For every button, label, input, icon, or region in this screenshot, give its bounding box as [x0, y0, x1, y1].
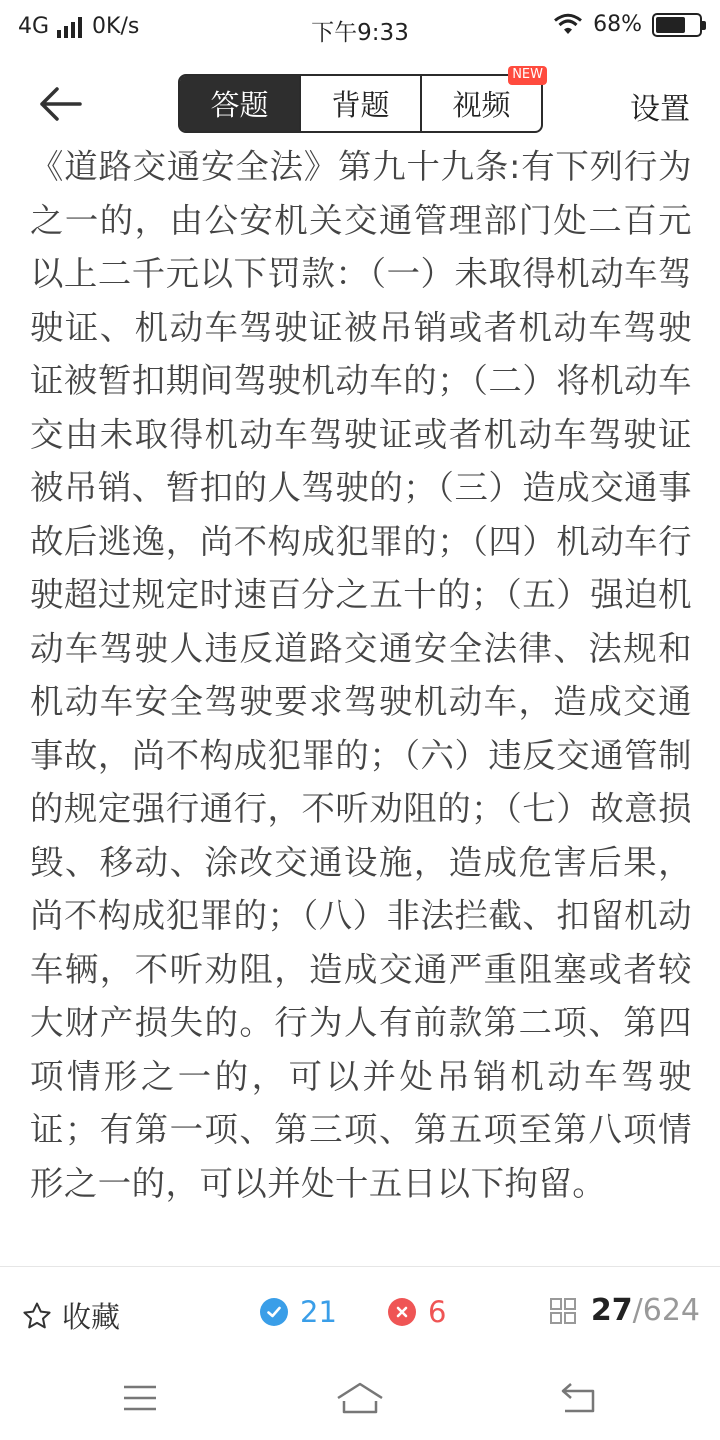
bottom-toolbar: [0, 1266, 720, 1356]
settings-button[interactable]: 设置: [630, 92, 690, 127]
status-bar: [0, 0, 720, 58]
back-arrow-icon: [38, 86, 82, 122]
tab-memorize[interactable]: [299, 76, 420, 131]
check-circle-icon: [260, 1298, 288, 1326]
correct-count-value: 21: [300, 1295, 337, 1329]
status-right: [553, 12, 702, 37]
menu-icon: [123, 1384, 157, 1412]
wifi-icon: [553, 13, 583, 37]
mode-tabs: [178, 67, 543, 133]
progress-current: 27: [590, 1293, 633, 1328]
favorite-label: 收藏: [62, 1300, 121, 1334]
tab-answer[interactable]: [180, 76, 299, 131]
new-badge: NEW: [508, 66, 547, 85]
correct-count[interactable]: [260, 1295, 337, 1329]
battery-icon: [652, 13, 702, 37]
return-button[interactable]: [548, 1378, 608, 1418]
tab-video[interactable]: [420, 67, 543, 131]
clock: 下午9:33: [311, 20, 409, 46]
battery-fill: [656, 17, 685, 33]
tab-video-label: 视频: [452, 88, 511, 122]
network-type: 4G: [18, 14, 50, 39]
network-speed: 0K/s: [92, 14, 140, 39]
menu-button[interactable]: [110, 1378, 170, 1418]
tab-answer-label: 答题: [210, 88, 269, 122]
star-icon: [22, 1301, 52, 1331]
favorite-button[interactable]: [22, 1295, 120, 1336]
wrong-count[interactable]: [388, 1295, 446, 1329]
explanation-text: 《道路交通安全法》第九十九条:有下列行为之一的，由公安机关交通管理部门处二百元以上二千元以下罚款：（一）未取得机动车驾驶证、机动车驾驶证被吊销或者机动车驾驶证被暂扣期间驾驶机动车的；（二）将机动车交由未取得机动车驾驶证或者机动车驾驶证被吊销、暂扣的人驾驶的；（三）造成交通事故后逃逸，尚不构成犯罪的；（四）机动车行驶超过规定时速百分之五十的；（五）强迫机动车驾驶人违反道路交通安全法律、法规和机动车安全驾驶要求驾驶机动车，造成交通事故，尚不构成犯罪的；（六）违反交通管制的规定强行通行，不听劝阻的；（七）故意损毁、移动、涂改交通设施，造成危害后果，尚不构成犯罪的；（八）非法拦截、扣留机动车辆，不听劝阻，造成交通严重阻塞或者较大财产损失的。行为人有前款第二项、第四项情形之一的，可以并处吊销机动车驾驶证；有第一项、第三项、第五项至第八项情形之一的，可以并处十五日以下拘留。: [30, 147, 692, 1203]
home-icon: [336, 1381, 384, 1415]
explanation-panel[interactable]: [30, 140, 692, 1264]
question-progress[interactable]: [549, 1293, 700, 1328]
wrong-count-value: 6: [428, 1295, 447, 1329]
progress-text: [591, 1293, 700, 1328]
back-button[interactable]: [34, 80, 86, 128]
battery-percent: 68%: [593, 12, 642, 37]
top-nav: [0, 58, 720, 150]
system-nav-bar: [0, 1356, 720, 1440]
x-circle-icon: [388, 1298, 416, 1326]
tab-memorize-label: 背题: [331, 88, 390, 122]
return-icon: [559, 1382, 597, 1414]
progress-total: /624: [632, 1293, 700, 1328]
home-button[interactable]: [330, 1378, 390, 1418]
grid-icon: [549, 1297, 577, 1325]
